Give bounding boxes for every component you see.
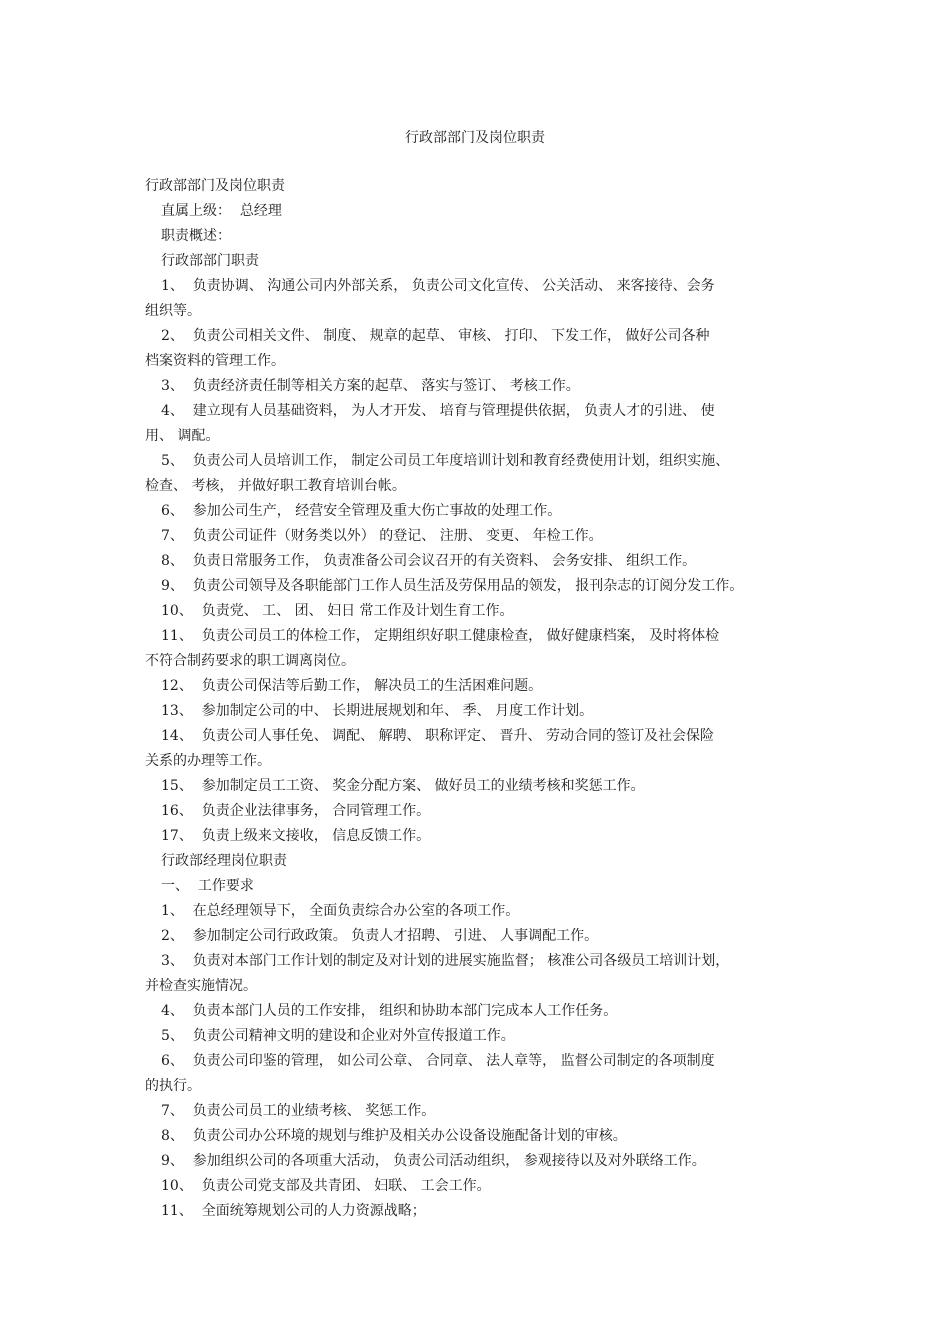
text-line: 1、 负责协调、 沟通公司内外部关系， 负责公司文化宣传、 公关活动、 来客接待、会务 [161, 278, 715, 294]
text-line: 7、 负责公司员工的业绩考核、 奖惩工作。 [161, 1103, 436, 1119]
text-line: 9、 参加组织公司的各项重大活动， 负责公司活动组织， 参观接待以及对外联络工作。 [161, 1153, 706, 1169]
text-line: 15、 参加制定员工工资、 奖金分配方案、 做好员工的业绩考核和奖惩工作。 [161, 778, 645, 794]
text-line: 关系的办理等工作。 [145, 753, 271, 769]
text-line: 6、 参加公司生产， 经营安全管理及重大伤亡事故的处理工作。 [161, 503, 562, 519]
text-line: 10、 负责公司党支部及共青团、 妇联、 工会工作。 [161, 1178, 491, 1194]
text-line: 11、 负责公司员工的体检工作， 定期组织好职工健康检查， 做好健康档案， 及时将体检 [161, 628, 720, 644]
text-line: 11、 全面统筹规划公司的人力资源战略； [161, 1203, 426, 1219]
text-line: 1、 在总经理领导下， 全面负责综合办公室的各项工作。 [161, 903, 520, 919]
document-body [145, 174, 810, 1224]
text-line: 4、 负责本部门人员的工作安排， 组织和协助本部门完成本人工作任务。 [161, 1003, 618, 1019]
text-line: 2、 参加制定公司行政政策。 负责人才招聘、 引进、 人事调配工作。 [161, 928, 599, 944]
text-line: 6、 负责公司印鉴的管理， 如公司公章、 合同章、 法人章等， 监督公司制定的各项制度 [161, 1053, 715, 1069]
text-line: 16、 负责企业法律事务， 合同管理工作。 [161, 803, 431, 819]
text-line: 直属上级： 总经理 [161, 203, 282, 219]
text-line: 的执行。 [145, 1078, 201, 1094]
text-line: 检查、 考核， 并做好职工教育培训台帐。 [145, 478, 406, 494]
text-line: 行政部经理岗位职责 [161, 853, 287, 869]
text-line: 7、 负责公司证件（财务类以外） 的登记、 注册、 变更、 年检工作。 [161, 528, 603, 544]
text-line: 12、 负责公司保洁等后勤工作， 解决员工的生活困难问题。 [161, 678, 543, 694]
text-line: 5、 负责公司精神文明的建设和企业对外宣传报道工作。 [161, 1028, 515, 1044]
text-line: 行政部部门及岗位职责 [145, 178, 285, 194]
text-line: 3、 负责经济责任制等相关方案的起草、 落实与签订、 考核工作。 [161, 378, 580, 394]
document-title: 行政部部门及岗位职责 [405, 130, 545, 146]
text-line: 13、 参加制定公司的中、 长期进展规划和年、 季、 月度工作计划。 [161, 703, 594, 719]
text-line: 一、 工作要求 [161, 878, 254, 894]
text-line: 并检查实施情况。 [145, 978, 257, 994]
text-line: 14、 负责公司人事任免、 调配、 解聘、 职称评定、 晋升、 劳动合同的签订及社会保险 [161, 728, 714, 744]
text-line: 8、 负责公司办公环境的规划与维护及相关办公设备设施配备计划的审核。 [161, 1128, 627, 1144]
text-line: 10、 负责党、 工、 团、 妇日 常工作及计划生育工作。 [161, 603, 514, 619]
text-line: 职责概述： [161, 228, 231, 244]
text-line: 4、 建立现有人员基础资料， 为人才开发、 培育与管理提供依据， 负责人才的引进、 使 [161, 403, 715, 419]
text-line: 3、 负责对本部门工作计划的制定及对计划的进展实施监督； 核准公司各级员工培训计划， [161, 953, 730, 969]
text-line: 组织等。 [145, 303, 201, 319]
text-line: 用、 调配。 [145, 428, 220, 444]
text-line: 8、 负责日常服务工作， 负责准备公司会议召开的有关资料、 会务安排、 组织工作。 [161, 553, 697, 569]
text-line: 9、 负责公司领导及各职能部门工作人员生活及劳保用品的领发， 报刊杂志的订阅分发工作。 [161, 578, 744, 594]
text-line: 行政部部门职责 [161, 253, 259, 269]
text-line: 2、 负责公司相关文件、 制度、 规章的起草、 审核、 打印、 下发工作， 做好公司各种 [161, 328, 710, 344]
text-line: 5、 负责公司人员培训工作， 制定公司员工年度培训计划和教育经费使用计划，组织实施、 [161, 453, 730, 469]
text-line: 17、 负责上级来文接收， 信息反馈工作。 [161, 828, 431, 844]
text-line: 档案资料的管理工作。 [145, 353, 285, 369]
text-line: 不符合制药要求的职工调离岗位。 [145, 653, 355, 669]
